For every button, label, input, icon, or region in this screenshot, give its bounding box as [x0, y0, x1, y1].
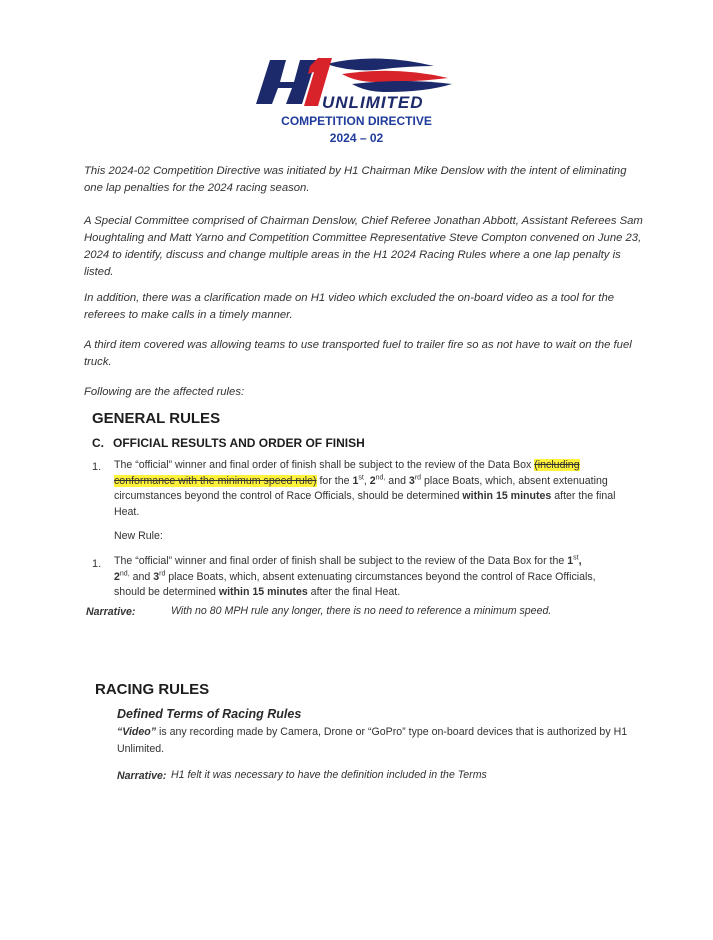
new-rule-label: New Rule:: [114, 530, 163, 542]
old-rule-number: 1.: [92, 461, 102, 473]
narrative-text-2: H1 felt it was necessary to have the definition included in the Terms: [171, 769, 487, 781]
new-rule-text: The “official” winner and final order of finish shall be subject to the review of the Data Box for the 1st, $2^{nd,}$ and 3rd place Boats, which, absent extenuating circumstances beyond the control of Race Officials, should be determined within 15 minutes after the final Heat.: [114, 554, 596, 598]
section-letter: C.: [92, 436, 104, 450]
directive-title: COMPETITION DIRECTIVE: [281, 114, 432, 128]
general-rules-heading: GENERAL RULES: [92, 410, 221, 427]
directive-number: 2024 – 02: [329, 131, 384, 145]
intro-paragraph-4: A third item covered was allowing teams to use transported fuel to trailer fire so as not have to wait on the fuel truck.: [84, 339, 632, 368]
intro-paragraph-3: In addition, there was a clarification made on H1 video which excluded the on-board video as a tool for the referees to make calls in a timely manner.: [84, 292, 615, 321]
struck-highlighted-text: (including conformance with the minimum speed rule): [114, 459, 580, 487]
logo-wordmark: UNLIMITED: [322, 93, 424, 112]
narrative-label-2: Narrative:: [117, 770, 167, 782]
racing-rules-heading: RACING RULES: [95, 681, 210, 698]
new-rule-number: 1.: [92, 558, 102, 570]
old-rule-text: The “official” winner and final order of finish shall be subject to the review of the Data Box (including conformance with the minimum speed rule) for the 1st, $2^{nd,}$ and 3rd place Boats, which, absent extenuating circumstances beyond the control of Race Officials, should be determined within 15 minutes after the final Heat.: [114, 459, 616, 518]
intro-paragraph-2: A Special Committee comprised of Chairman Denslow, Chief Referee Jonathan Abbott, Assistant Referees Sam Houghtaling and Matt Yarno and Competition Committee Representative Steve Compton convened on June 23, 2024 to identify, discuss and change multiple areas in the H1 2024 Racing Rules where a one lap penalty is listed.: [84, 215, 643, 278]
intro-paragraph-1: This 2024-02 Competition Directive was initiated by H1 Chairman Mike Denslow with the intent of eliminating one lap penalties for the 2024 racing season.: [84, 165, 627, 194]
defined-terms-title: Defined Terms of Racing Rules: [117, 707, 302, 721]
narrative-text-1: With no 80 MPH rule any longer, there is no need to reference a minimum speed.: [171, 605, 552, 617]
video-definition: “Video” is any recording made by Camera, Drone or “GoPro” type on-board devices that is authorized by H1 Unlimited.: [117, 726, 628, 755]
narrative-label-1: Narrative:: [86, 606, 136, 618]
section-title: OFFICIAL RESULTS AND ORDER OF FINISH: [113, 436, 365, 450]
intro-paragraph-5: Following are the affected rules:: [84, 386, 245, 398]
